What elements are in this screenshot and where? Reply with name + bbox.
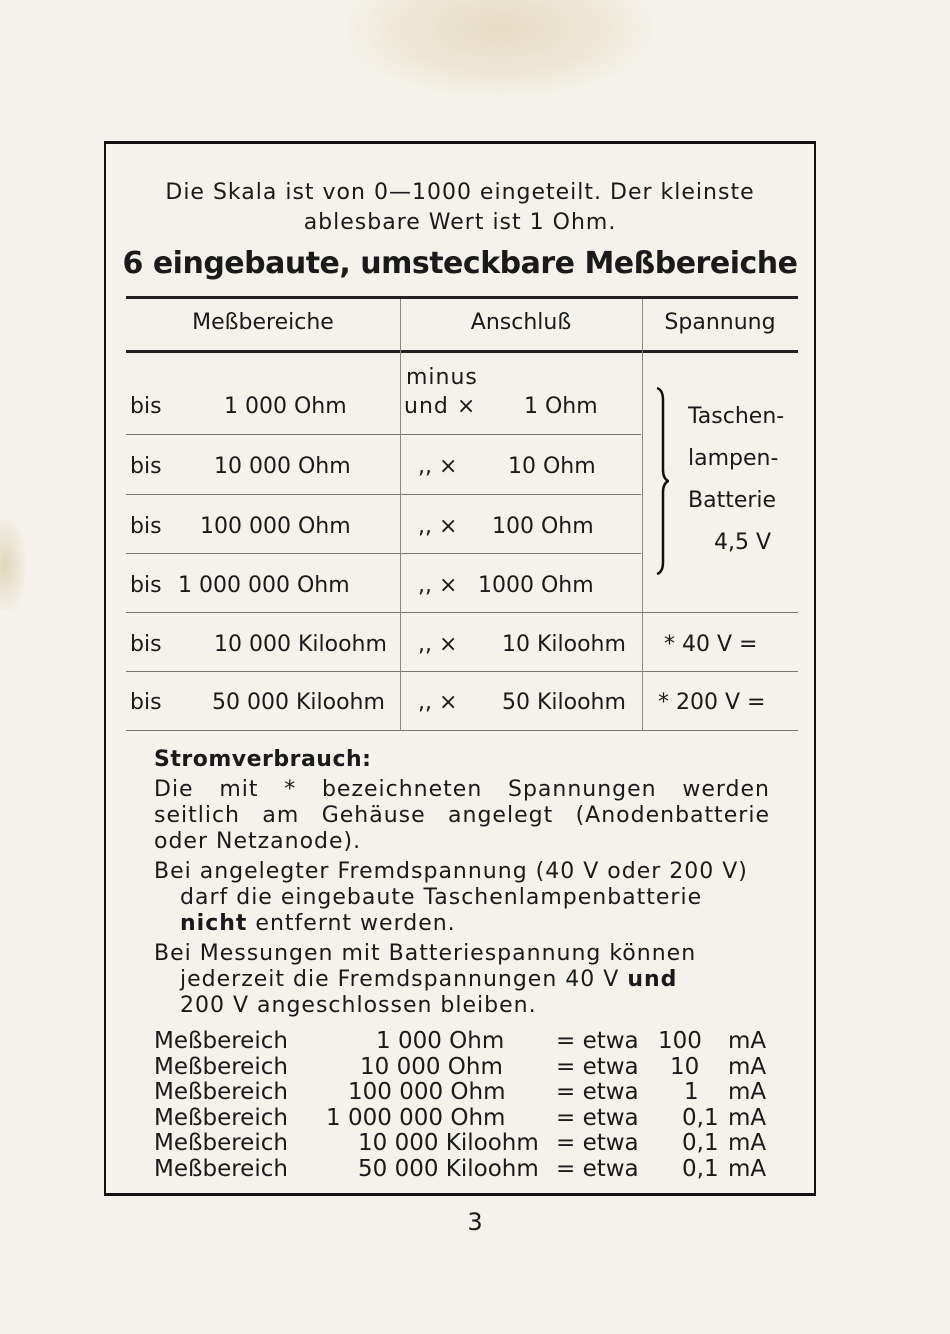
row-label: Meßbereich (154, 1104, 288, 1131)
battery-label-1: Taschen- (688, 404, 785, 429)
row-eq: = etwa (556, 1079, 639, 1105)
row-value: 0,1 (682, 1130, 719, 1156)
intro-line-2: ablesbare Wert ist 1 Ohm. (303, 210, 617, 235)
emphasis-nicht: nicht (180, 911, 248, 936)
row-label: Meßbereich (154, 1155, 288, 1182)
row-label: Meßbereich (154, 1028, 288, 1054)
content-frame (104, 141, 816, 1196)
row-divider (126, 612, 798, 613)
row-label: Meßbereich (154, 1053, 288, 1080)
row-conn-mark: ,, × (418, 632, 458, 657)
row-eq: = etwa (556, 1104, 639, 1131)
consumption-section (154, 747, 770, 1019)
row-conn-value: 1000 Ohm (478, 573, 594, 598)
column-divider (642, 299, 643, 731)
row-unit: mA (728, 1028, 767, 1054)
intro-line-1: Die Skala ist von 0—1000 eingeteilt. Der kleinste (165, 180, 755, 205)
row-bis: bis (130, 454, 162, 479)
row-conn-value: 50 Kiloohm (502, 690, 626, 715)
row-range: 50 000 Kiloohm (358, 1155, 539, 1182)
row-eq: = etwa (556, 1155, 639, 1182)
row-bis: bis (130, 690, 162, 715)
table-header-rule (126, 350, 798, 353)
row-eq: = etwa (556, 1028, 639, 1054)
consumption-table (154, 1028, 774, 1181)
header-messbereiche: Meßbereiche (192, 310, 334, 335)
consumption-row (154, 1130, 774, 1156)
row-divider (126, 494, 641, 495)
row-eq: = etwa (556, 1130, 639, 1156)
consumption-paragraph-3 (154, 941, 770, 1019)
row-bis: bis (130, 573, 162, 598)
column-divider (400, 299, 401, 731)
consumption-row (154, 1105, 774, 1131)
row-range: 1 000 Ohm (376, 1028, 505, 1054)
row-range: 1 000 Ohm (224, 394, 347, 419)
row-range: 10 000 Kiloohm (214, 632, 387, 657)
row-range: 1 000 000 Ohm (178, 573, 350, 598)
row-conn-mark: ,, × (418, 454, 458, 479)
row-conn-value: 100 Ohm (492, 514, 594, 539)
row-range: 100 000 Ohm (348, 1079, 506, 1105)
brace-icon (655, 386, 669, 576)
row-divider (126, 434, 641, 435)
row-conn-mark: und × (404, 394, 477, 419)
paragraph-line (154, 911, 770, 937)
header-spannung: Spannung (664, 310, 776, 335)
row-range: 50 000 Kiloohm (212, 690, 385, 715)
row-divider (126, 671, 798, 672)
row-label: Meßbereich (154, 1079, 288, 1105)
row-divider (126, 730, 798, 731)
consumption-paragraph-1: Die mit * bezeichneten Spannungen werden seitlich am Gehäuse angelegt (Anodenbatterie oder Netzanode). (154, 777, 770, 854)
row-range: 1 000 000 Ohm (326, 1104, 506, 1131)
emphasis-und: und (627, 967, 678, 992)
row-conn-mark: ,, × (418, 690, 458, 715)
consumption-heading: Stromverbrauch: (154, 747, 372, 772)
row-eq: = etwa (556, 1053, 639, 1080)
battery-label-2: lampen- (688, 446, 779, 471)
row-bis: bis (130, 514, 162, 539)
row-unit: mA (728, 1104, 767, 1131)
row-unit: mA (728, 1130, 767, 1156)
row-unit: mA (728, 1155, 767, 1182)
row-unit: mA (728, 1053, 767, 1080)
paragraph-line: Bei angelegter Fremdspannung (40 V oder 200 V) (154, 859, 748, 884)
paragraph-text: entfernt werden. (247, 911, 456, 936)
paragraph-line: Bei Messungen mit Batteriespannung können (154, 941, 697, 966)
consumption-paragraph-2 (154, 859, 770, 937)
page-title: 6 eingebaute, umsteckbare Meßbereiche (122, 246, 798, 281)
row-range: 10 000 Ohm (360, 1053, 503, 1080)
row-value: 1 (684, 1079, 699, 1105)
row-value: 0,1 (682, 1155, 719, 1182)
paper-stain (350, 0, 650, 95)
row-label: Meßbereich (154, 1130, 288, 1156)
battery-voltage: 4,5 V (714, 530, 772, 555)
row-divider (126, 553, 641, 554)
row-bis: bis (130, 632, 162, 657)
paragraph-line: darf die eingebaute Taschenlampenbatterie (180, 885, 703, 910)
page-number: 3 (467, 1208, 483, 1236)
paragraph-line: 200 V angeschlossen bleiben. (180, 993, 537, 1018)
consumption-row (154, 1156, 774, 1182)
row-range: 10 000 Ohm (214, 454, 351, 479)
consumption-row (154, 1054, 774, 1080)
paper-stain-left (0, 520, 25, 610)
row-range: 10 000 Kiloohm (358, 1130, 539, 1156)
row-conn-mark: ,, × (418, 514, 458, 539)
row-value: 0,1 (682, 1104, 719, 1131)
row-conn-value: 10 Ohm (508, 454, 596, 479)
consumption-row (154, 1079, 774, 1105)
paragraph-line (154, 967, 770, 993)
paragraph-text: jederzeit die Fremdspannungen 40 V (180, 967, 628, 992)
row-value: 100 (658, 1028, 702, 1054)
row-conn-value: 10 Kiloohm (502, 632, 626, 657)
row-value: 10 (670, 1053, 700, 1080)
row-unit: mA (728, 1079, 767, 1105)
battery-label-3: Batterie (688, 488, 777, 513)
header-anschluss: Anschluß (470, 310, 572, 335)
consumption-row (154, 1028, 774, 1054)
row-voltage: * 200 V = (658, 690, 766, 715)
row-conn-prefix: minus (406, 365, 478, 390)
row-bis: bis (130, 394, 162, 419)
row-range: 100 000 Ohm (200, 514, 351, 539)
row-conn-value: 1 Ohm (524, 394, 598, 419)
row-voltage: * 40 V = (664, 632, 758, 657)
row-conn-mark: ,, × (418, 573, 458, 598)
table-top-rule (126, 296, 798, 299)
